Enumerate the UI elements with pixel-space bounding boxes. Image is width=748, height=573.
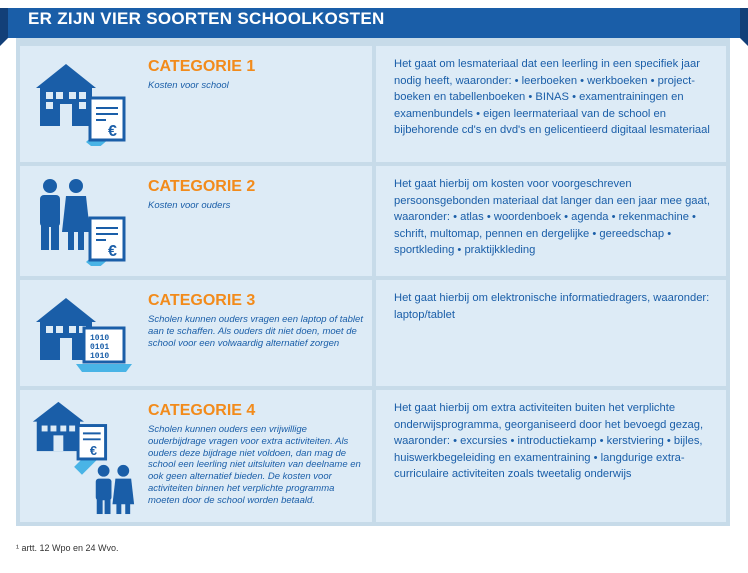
binary-code-line: 0101 [90,343,110,352]
category-details-text: Het gaat hierbij om extra activiteiten buiten het verplichte onderwijsprogramma, georganiseerd door het bevoegd gezag, waaronder: • excursies • introductiekamp • kerstviering • bijles, huiswerkbegeleiding en examentraining • langdurige extra-curriculaire activiteiten zoals tweetalig onderwijs [394,402,704,481]
category-row-3 [20,280,726,386]
category-title: CATEGORIE 4 [148,402,256,419]
binary-code-line: 1010 [90,334,110,343]
category-row-1 [20,46,726,162]
category-details-1 [376,46,726,162]
category-title: CATEGORIE 2 [148,178,256,195]
category-details-text: Het gaat om lesmateriaal dat een leerling in een specifiek jaar nodig heeft, waaronder: • leerboeken • werkboeken • project-boeken en tabellenboeken • BINAS • examentrainingen en examenbundels • eigen leermateriaal van de school en bijbehorende cd's en dvd's en gelicentieerd digitaal lesmateriaal [394,58,710,137]
category-description: Kosten voor ouders [148,200,231,211]
category-summary-2 [20,166,372,276]
category-summary-1 [20,46,372,162]
euro-symbol: € [108,123,117,140]
category-details-2 [376,166,726,276]
category-details-4 [376,390,726,522]
school-invoice-parents-icon [26,398,136,516]
euro-symbol: € [108,243,117,260]
category-row-4 [20,390,726,522]
category-details-text: Het gaat hierbij om elektronische informatiedragers, waaronder: laptop/tablet [394,292,710,321]
category-description: Scholen kunnen ouders vragen een laptop of tablet aan te schaffen. Als ouders dit niet doen, moet de school voor een volwaardig alternatief zorgen [148,314,363,349]
category-details-text: Het gaat hierbij om kosten voor voorgeschreven persoonsgebonden materiaal dat langer dan een jaar mee gaat, waaronder: • atlas • woordenboek • agenda • rekenmachine • schrift, multomap, pennen en dergelijke • gereedschap • sportkleding • praktijkkleding [394,178,710,257]
school-laptop-icon [26,288,136,380]
binary-code-line: 1010 [90,352,110,361]
footnote: ¹ artt. 12 Wpo en 24 Wvo. [16,543,119,553]
category-description: Kosten voor school [148,80,229,91]
category-summary-3 [20,280,372,386]
category-summary-4 [20,390,372,522]
parents-invoice-icon [26,174,136,266]
category-description: Scholen kunnen ouders een vrijwillige ouderbijdrage vragen voor extra activiteiten. Als ouders deze bijdrage niet voldoen, dan mag de school een leerling niet uitsluiten van deelname en ook geen alternatief bieden. De kosten voor activiteiten binnen het verplichte programma moeten door de school worden betaald. [148,424,361,506]
category-title: CATEGORIE 1 [148,58,256,75]
category-row-2 [20,166,726,276]
euro-symbol: € [89,443,97,459]
school-invoice-icon [26,54,136,146]
category-details-3 [376,280,726,386]
page-title: ER ZIJN VIER SOORTEN SCHOOLKOSTEN [28,9,385,28]
category-title: CATEGORIE 3 [148,292,256,309]
